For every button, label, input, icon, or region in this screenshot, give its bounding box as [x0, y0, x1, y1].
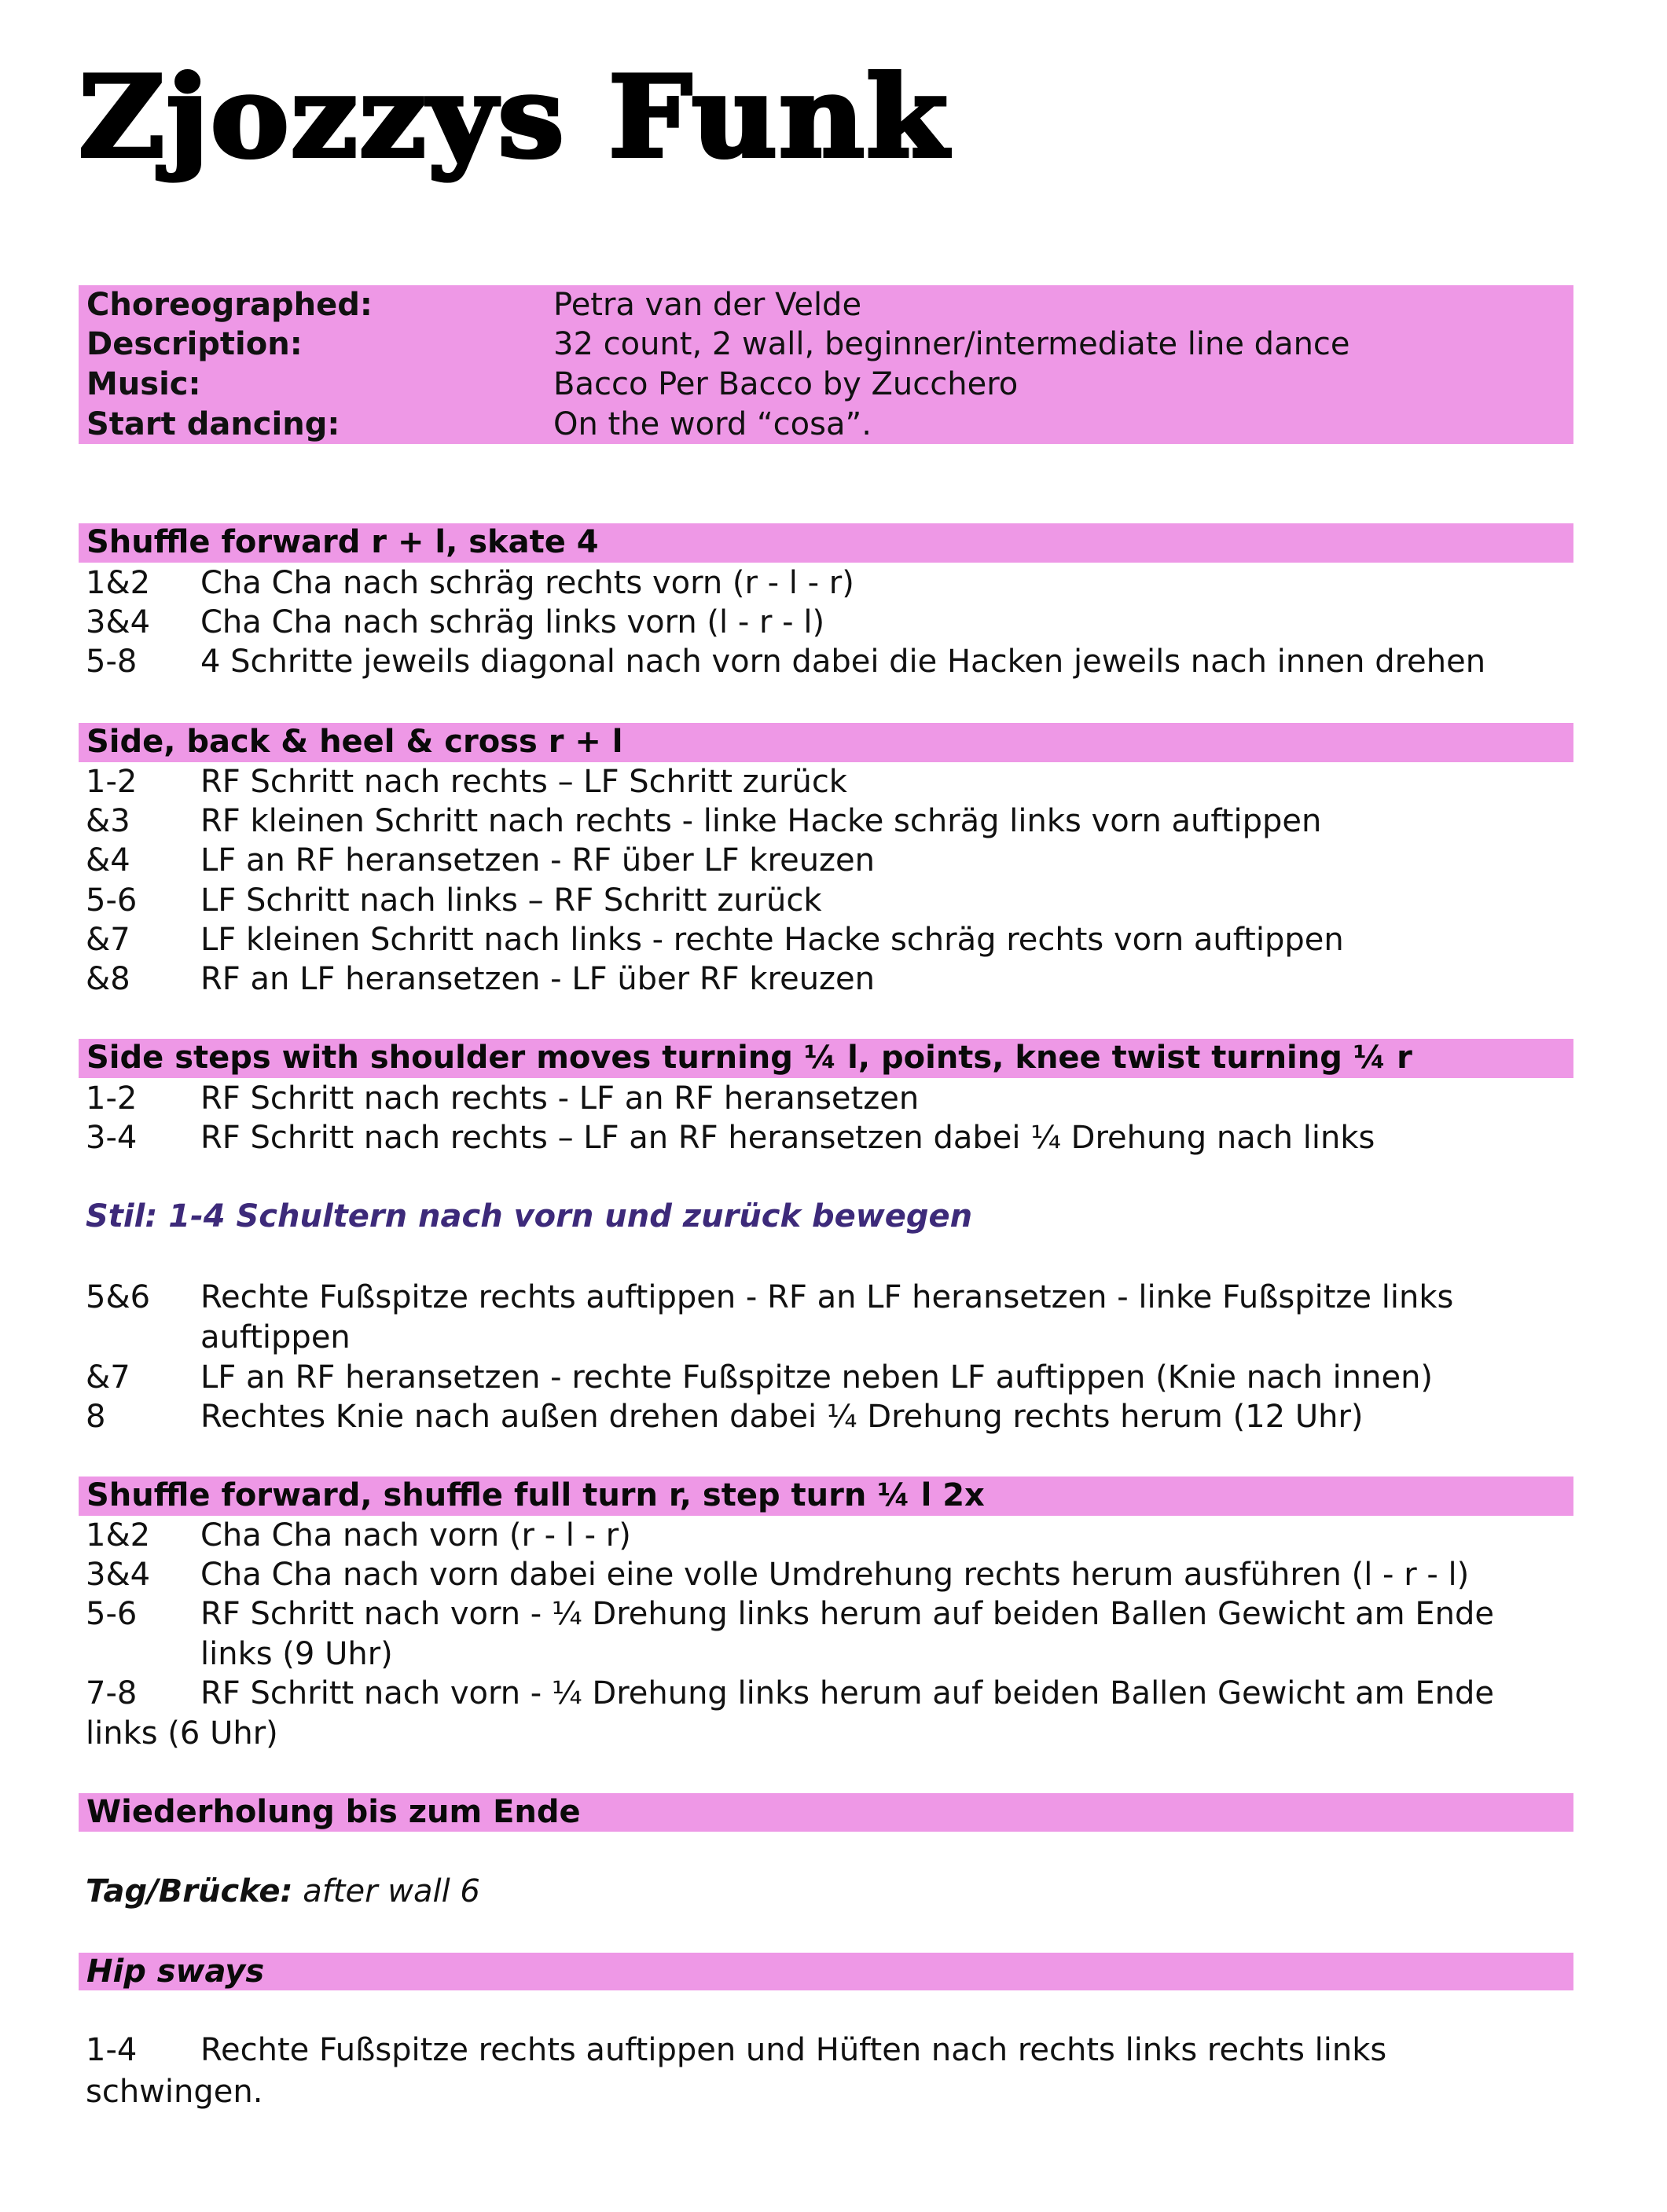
step-count: 1-2	[86, 1080, 138, 1117]
info-value: Petra van der Velde	[553, 287, 862, 323]
info-row-start	[86, 405, 1564, 445]
info-label: Choreographed:	[86, 287, 373, 323]
step-count: &8	[86, 961, 130, 997]
info-value: 32 count, 2 wall, beginner/intermediate line dance	[553, 326, 1350, 362]
section-header	[79, 523, 1573, 563]
step-text: Cha Cha nach vorn dabei eine volle Umdrehung rechts herum ausführen (l - r - l)	[200, 1557, 1470, 1593]
info-row-music	[86, 365, 1564, 405]
step-text-continued: schwingen.	[86, 2074, 263, 2110]
step-text: Rechte Fußspitze rechts auftippen - RF an LF heransetzen - linke Fußspitze links	[200, 1279, 1454, 1315]
step-text-continued: auftippen	[200, 1319, 351, 1355]
info-value: On the word “cosa”.	[553, 406, 872, 442]
step-count: &7	[86, 922, 130, 958]
step-count: 1-4	[86, 2032, 138, 2068]
step-count: &7	[86, 1359, 130, 1396]
info-label: Start dancing:	[86, 406, 340, 442]
section-title: Shuffle forward, shuffle full turn r, step turn ¼ l 2x	[86, 1477, 985, 1513]
hip-sways-title: Hip sways	[86, 1953, 265, 1990]
section-header	[79, 1477, 1573, 1516]
step-text-continued: links (9 Uhr)	[200, 1636, 393, 1672]
step-text: RF Schritt nach rechts – LF an RF heransetzen dabei ¼ Drehung nach links	[200, 1120, 1375, 1156]
step-count: 1-2	[86, 764, 138, 800]
tag-note	[86, 1872, 480, 1911]
section-title: Side, back & heel & cross r + l	[86, 724, 623, 760]
step-count: 3&4	[86, 604, 151, 640]
step-count: &4	[86, 842, 130, 879]
style-note: Stil: 1-4 Schultern nach vorn und zurück bewegen	[86, 1198, 973, 1234]
step-text: RF Schritt nach rechts - LF an RF heransetzen	[200, 1080, 920, 1117]
info-label: Description:	[86, 326, 303, 362]
section-title: Shuffle forward r + l, skate 4	[86, 524, 599, 560]
step-text: RF Schritt nach rechts – LF Schritt zurück	[200, 764, 847, 800]
info-box	[79, 285, 1573, 444]
step-text: LF Schritt nach links – RF Schritt zurück	[200, 882, 822, 919]
info-label: Music:	[86, 366, 201, 402]
step-count: 8	[86, 1399, 106, 1435]
step-text: Cha Cha nach vorn (r - l - r)	[200, 1517, 631, 1554]
step-count: 3-4	[86, 1120, 138, 1156]
step-count: 3&4	[86, 1557, 151, 1593]
step-text-continued: links (6 Uhr)	[86, 1715, 278, 1752]
step-count: 1&2	[86, 1517, 151, 1554]
step-count: 5&6	[86, 1279, 151, 1315]
step-count: 5-6	[86, 1596, 138, 1632]
step-text: 4 Schritte jeweils diagonal nach vorn dabei die Hacken jeweils nach innen drehen	[200, 644, 1486, 680]
step-text: Cha Cha nach schräg links vorn (l - r - l)	[200, 604, 825, 640]
section-header	[79, 723, 1573, 762]
section-title: Side steps with shoulder moves turning ¼ l, points, knee twist turning ¼ r	[86, 1040, 1412, 1076]
repeat-header	[79, 1793, 1573, 1832]
step-count: &3	[86, 803, 130, 839]
step-text: RF Schritt nach vorn - ¼ Drehung links herum auf beiden Ballen Gewicht am Ende	[200, 1675, 1494, 1711]
dance-title: Zjozzys Funk	[79, 51, 949, 183]
step-text: RF an LF heransetzen - LF über RF kreuzen	[200, 961, 876, 997]
repeat-title: Wiederholung bis zum Ende	[86, 1794, 581, 1830]
hip-sways-header	[79, 1953, 1573, 1990]
info-row-description	[86, 325, 1564, 365]
step-text: Rechtes Knie nach außen drehen dabei ¼ Drehung rechts herum (12 Uhr)	[200, 1399, 1364, 1435]
step-count: 5-6	[86, 882, 138, 919]
step-text: LF kleinen Schritt nach links - rechte Hacke schräg rechts vorn auftippen	[200, 922, 1344, 958]
step-text: RF kleinen Schritt nach rechts - linke Hacke schräg links vorn auftippen	[200, 803, 1322, 839]
tag-label: Tag/Brücke:	[86, 1873, 293, 1909]
info-value: Bacco Per Bacco by Zucchero	[553, 366, 1019, 402]
step-count: 5-8	[86, 644, 138, 680]
step-text: Rechte Fußspitze rechts auftippen und Hüften nach rechts links rechts links	[200, 2032, 1387, 2068]
step-text: RF Schritt nach vorn - ¼ Drehung links herum auf beiden Ballen Gewicht am Ende	[200, 1596, 1494, 1632]
info-row-choreographed	[86, 285, 1564, 325]
tag-value: after wall 6	[292, 1873, 480, 1909]
step-text: LF an RF heransetzen - RF über LF kreuzen	[200, 842, 876, 879]
section-header	[79, 1039, 1573, 1078]
step-text: Cha Cha nach schräg rechts vorn (r - l - r)	[200, 565, 854, 601]
step-count: 1&2	[86, 565, 151, 601]
step-text: LF an RF heransetzen - rechte Fußspitze neben LF auftippen (Knie nach innen)	[200, 1359, 1434, 1396]
step-count: 7-8	[86, 1675, 138, 1711]
